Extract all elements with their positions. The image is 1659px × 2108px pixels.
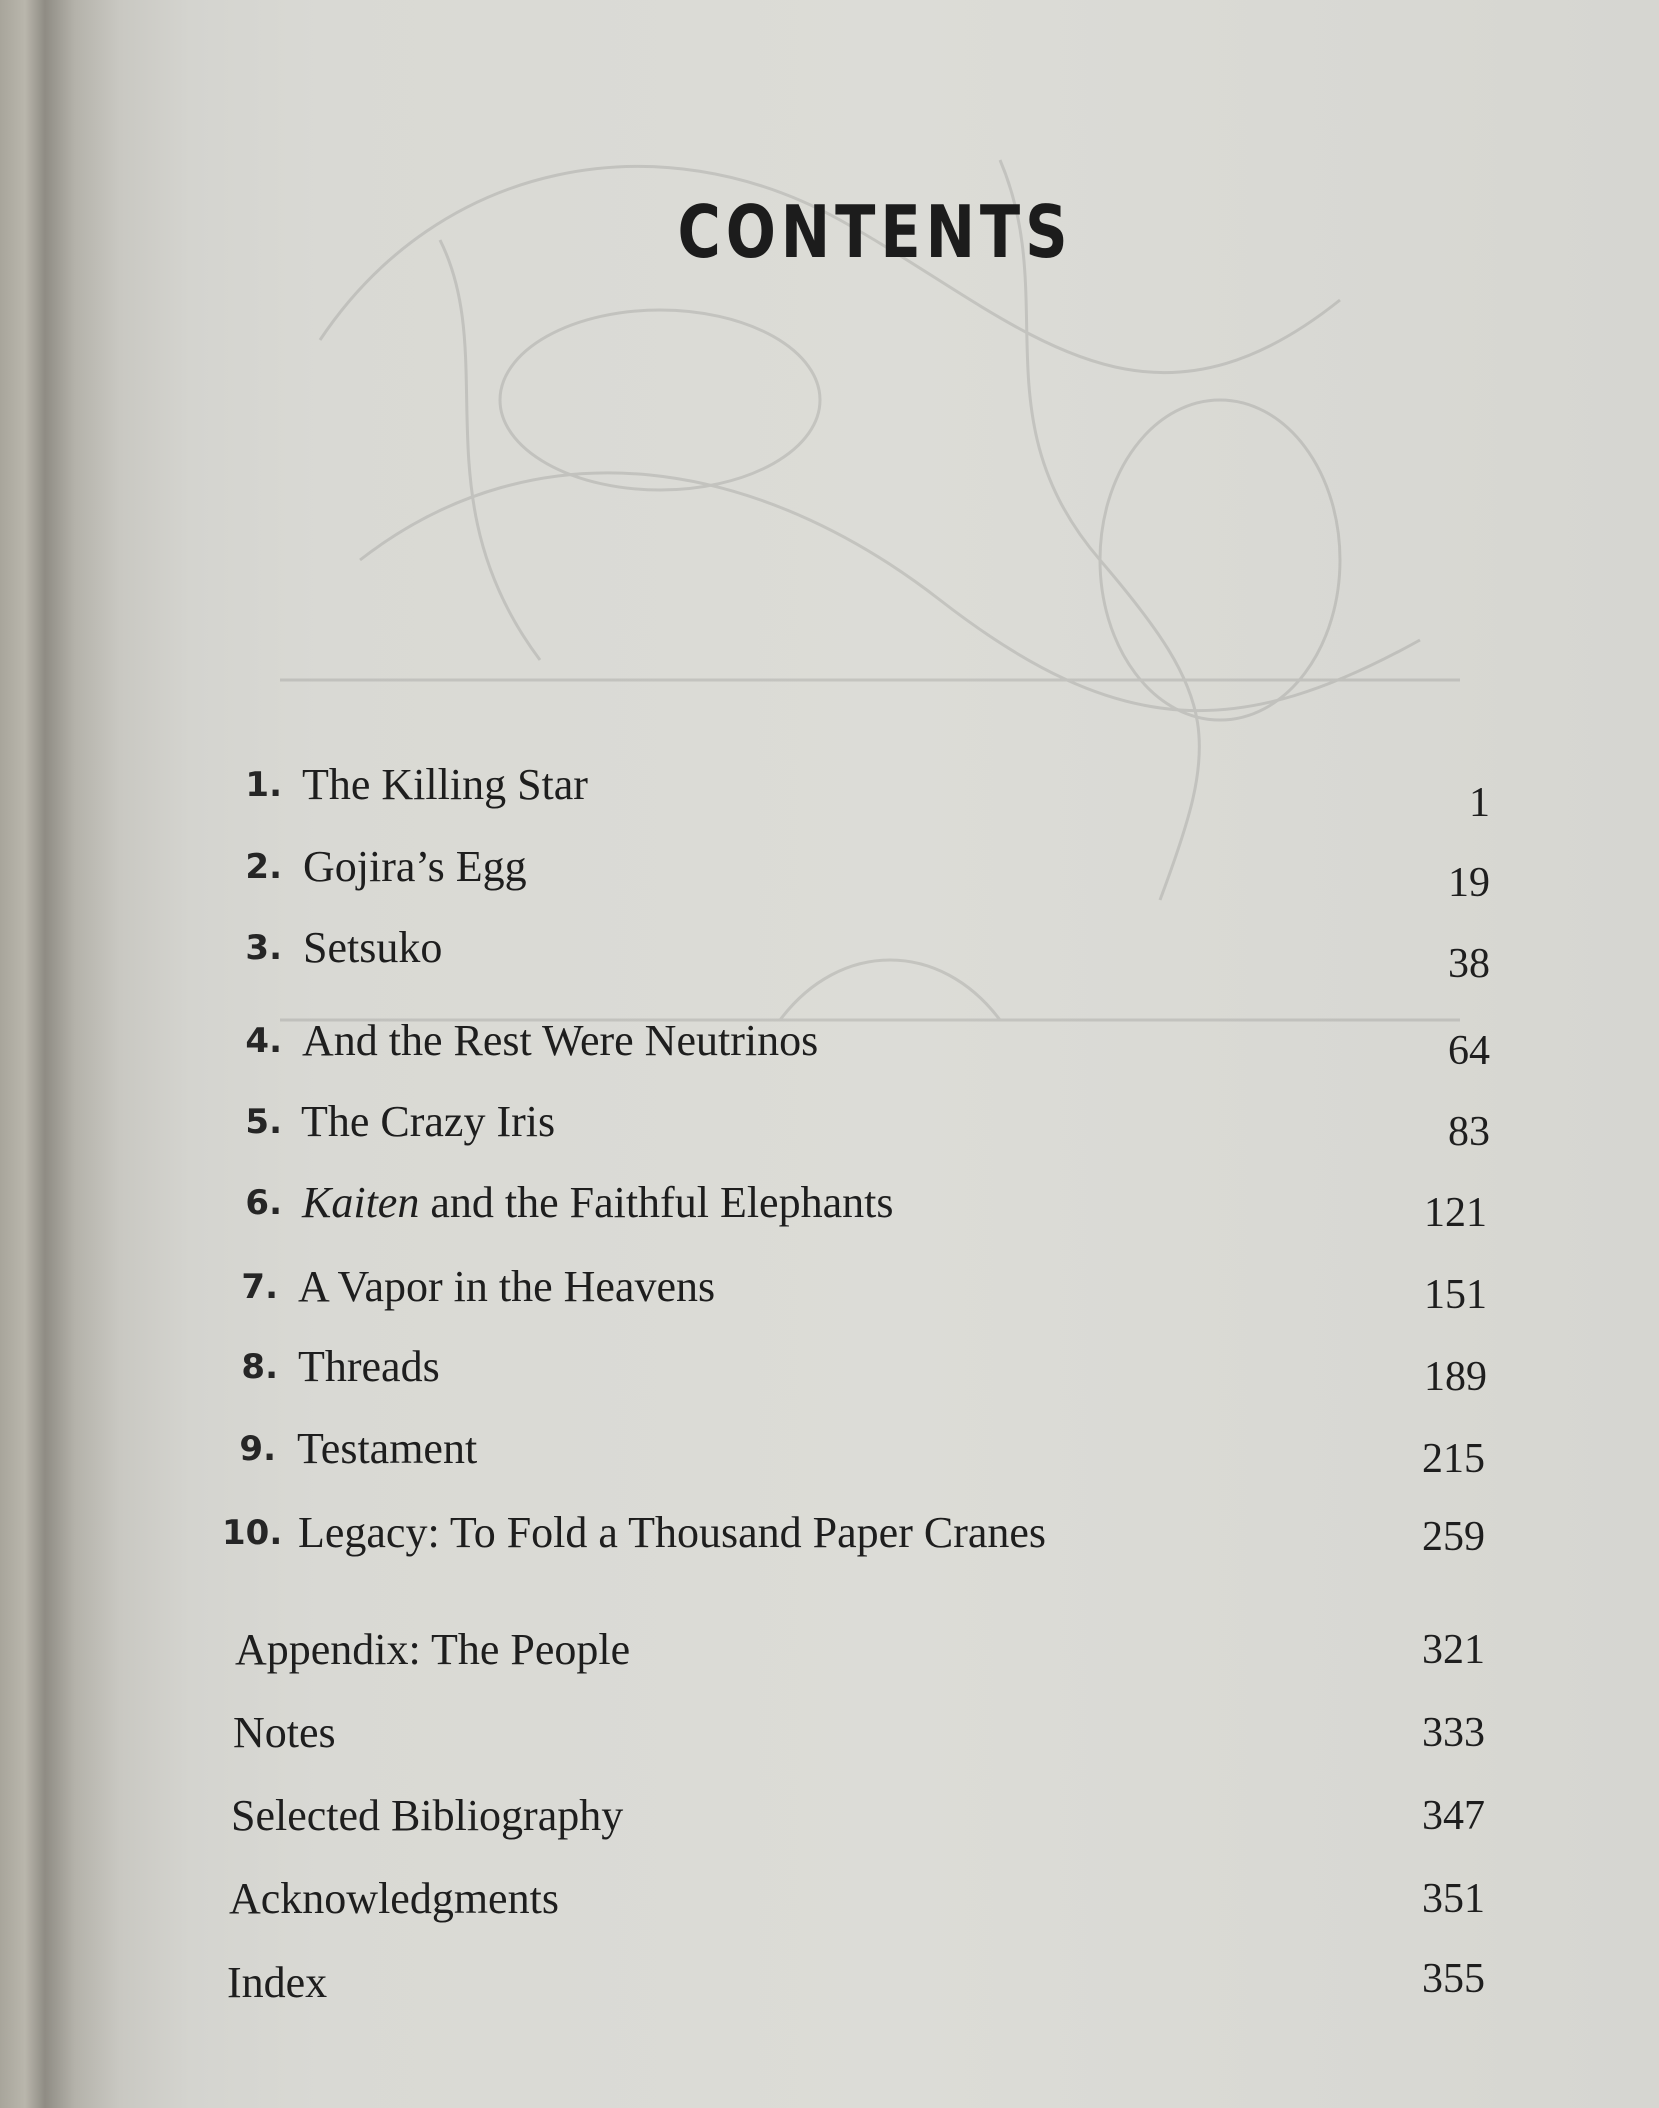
chapter-number: 8.: [241, 1347, 278, 1387]
toc-entry-chapter-2[interactable]: [0, 842, 1659, 912]
toc-entry-bibliography[interactable]: [0, 1791, 1659, 1861]
back-matter-page-number: 351: [1422, 1876, 1485, 1922]
chapter-page-number: 38: [1448, 941, 1490, 987]
toc-entry-chapter-6[interactable]: [0, 1178, 1659, 1248]
back-matter-page-number: 355: [1422, 1956, 1485, 2002]
toc-entry-chapter-7[interactable]: [0, 1262, 1659, 1332]
back-matter-title: Acknowledgments: [229, 1874, 559, 1923]
chapter-title: The Killing Star: [302, 760, 588, 809]
chapter-title-rest: and the Faithful Elephants: [419, 1178, 894, 1227]
chapter-title: [302, 1178, 893, 1228]
chapter-number: 3.: [245, 928, 282, 968]
chapter-number: 5.: [245, 1102, 282, 1142]
chapter-page-number: 83: [1448, 1109, 1490, 1155]
toc-entry-index[interactable]: [0, 1958, 1659, 2028]
back-matter-title: Notes: [233, 1708, 336, 1757]
chapter-title: The Crazy Iris: [301, 1097, 556, 1146]
chapter-page-number: 19: [1448, 860, 1490, 906]
chapter-number: 6.: [245, 1183, 282, 1223]
toc-entry-chapter-9[interactable]: [0, 1424, 1659, 1494]
toc-entry-acknowledgments[interactable]: [0, 1874, 1659, 1944]
toc-entry-notes[interactable]: [0, 1708, 1659, 1778]
contents-heading: CONTENTS: [677, 190, 1073, 274]
chapter-page-number: 121: [1424, 1190, 1487, 1236]
chapter-page-number: 189: [1424, 1354, 1487, 1400]
chapter-number: 9.: [239, 1429, 276, 1469]
chapter-number: 4.: [245, 1021, 282, 1061]
back-matter-title: Index: [227, 1958, 328, 2007]
chapter-number: 10.: [222, 1513, 283, 1553]
chapter-page-number: 151: [1424, 1272, 1487, 1318]
chapter-title: Testament: [297, 1424, 478, 1473]
back-matter-page-number: 333: [1422, 1710, 1485, 1756]
chapter-title: Gojira’s Egg: [303, 842, 527, 891]
back-matter-title: Appendix: The People: [235, 1625, 631, 1674]
back-matter-page-number: 347: [1422, 1793, 1485, 1839]
chapter-number: 1.: [245, 765, 282, 805]
chapter-title: Setsuko: [303, 923, 443, 972]
chapter-number: 7.: [241, 1267, 278, 1307]
toc-entry-chapter-8[interactable]: [0, 1342, 1659, 1412]
chapter-title: A Vapor in the Heavens: [298, 1262, 716, 1311]
chapter-number: 2.: [245, 847, 282, 887]
toc-entry-chapter-1[interactable]: [0, 760, 1659, 830]
chapter-title-italic: Kaiten: [302, 1178, 420, 1227]
toc-entry-chapter-4[interactable]: [0, 1016, 1659, 1086]
back-matter-page-number: 321: [1422, 1627, 1485, 1673]
toc-entry-chapter-5[interactable]: [0, 1097, 1659, 1167]
chapter-page-number: 259: [1422, 1514, 1485, 1560]
chapter-page-number: 64: [1448, 1028, 1490, 1074]
chapter-title: Threads: [298, 1342, 440, 1391]
back-matter-title: Selected Bibliography: [231, 1791, 624, 1840]
chapter-title: Legacy: To Fold a Thousand Paper Cranes: [298, 1508, 1047, 1557]
chapter-page-number: 215: [1422, 1436, 1485, 1482]
toc-entry-appendix[interactable]: [0, 1625, 1659, 1695]
toc-entry-chapter-10[interactable]: [0, 1508, 1659, 1578]
toc-entry-chapter-3[interactable]: [0, 923, 1659, 993]
chapter-page-number: 1: [1469, 780, 1490, 826]
chapter-title: And the Rest Were Neutrinos: [302, 1016, 819, 1065]
